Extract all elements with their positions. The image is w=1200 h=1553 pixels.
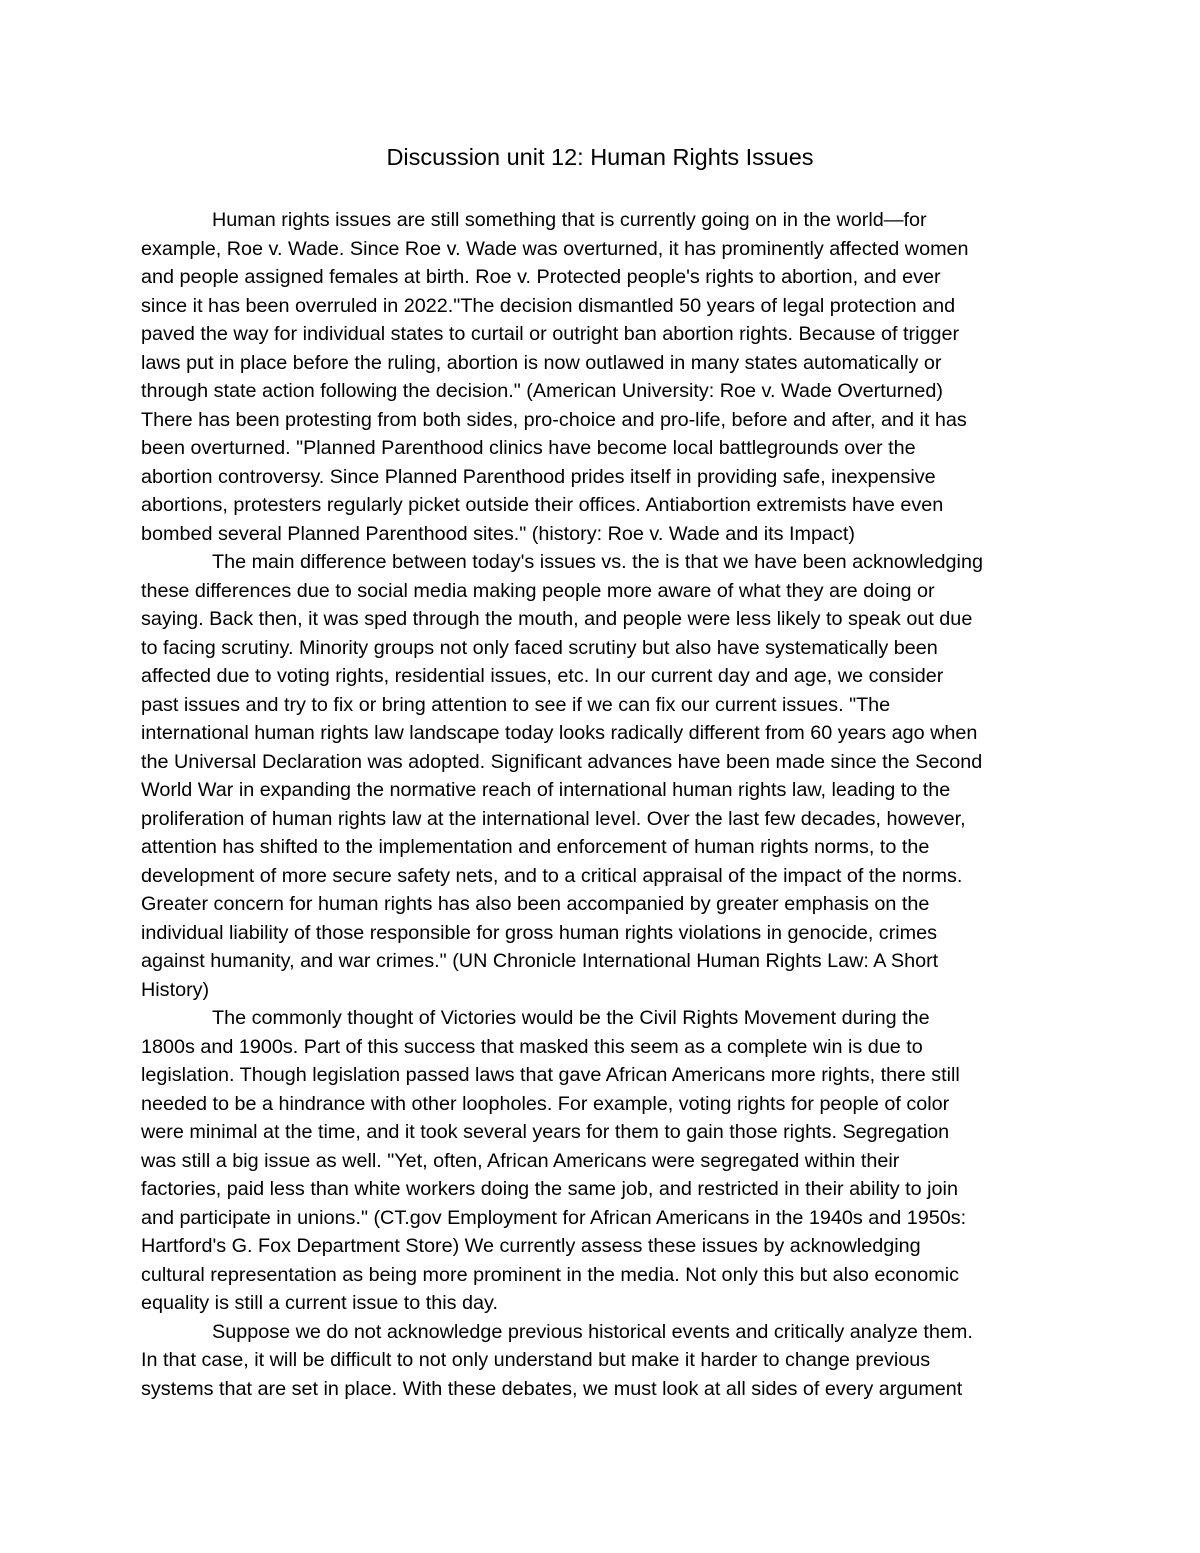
document-body [141, 206, 1061, 1403]
paragraph-2-line: Greater concern for human rights has also been accompanied by greater emphasis on the [141, 893, 930, 915]
paragraph-3-line: needed to be a hindrance with other loopholes. For example, voting rights for people of color [141, 1092, 950, 1115]
paragraph-3-line: equality is still a current issue to this day. [141, 1292, 498, 1314]
paragraph-2-line: the Universal Declaration was adopted. Significant advances have been made since the Second [141, 750, 983, 773]
paragraph-3-line: cultural representation as being more prominent in the media. Not only this but also economic [141, 1263, 960, 1286]
paragraph-1-line: abortions, protesters regularly picket outside their offices. Antiabortion extremists have even [141, 494, 944, 516]
paragraph-2-line: to facing scrutiny. Minority groups not only faced scrutiny but also have systematically been [141, 636, 938, 659]
paragraph-3-line: were minimal at the time, and it took several years for them to gain those rights. Segregation [141, 1121, 950, 1143]
paragraph-4-line: systems that are set in place. With these debates, we must look at all sides of every argument [141, 1377, 963, 1400]
document-title: Discussion unit 12: Human Rights Issues [386, 144, 814, 170]
paragraph-4-line: Suppose we do not acknowledge previous historical events and critically analyze them. [212, 1320, 973, 1343]
paragraph-3-line: legislation. Though legislation passed laws that gave African Americans more rights, there still [141, 1064, 960, 1086]
paragraph-3-line: Hartford's G. Fox Department Store) We currently assess these issues by acknowledging [141, 1235, 921, 1257]
paragraph-2-line: proliferation of human rights law at the international level. Over the last few decades, however, [141, 807, 966, 830]
paragraph-1-line: There has been protesting from both sides, pro-choice and pro-life, before and after, and it has [141, 408, 967, 431]
paragraph-1-line: example, Roe v. Wade. Since Roe v. Wade was overturned, it has prominently affected women [141, 237, 969, 260]
paragraph-4-line: In that case, it will be difficult to not only understand but make it harder to change previous [141, 1349, 931, 1371]
paragraph-2-line: attention has shifted to the implementation and enforcement of human rights norms, to the [141, 836, 930, 858]
paragraph-1-line: abortion controversy. Since Planned Parenthood prides itself in providing safe, inexpensive [141, 465, 936, 488]
paragraph-1-line: paved the way for individual states to curtail or outright ban abortion rights. Because of trigger [141, 323, 960, 345]
paragraph-2-line: History) [141, 978, 210, 1001]
paragraph-1-line: through state action following the decision." (American University: Roe v. Wade Overturned) [141, 380, 943, 402]
paragraph-2-line: against humanity, and war crimes." (UN Chronicle International Human Rights Law: A Short [141, 950, 939, 972]
paragraph-2-line: affected due to voting rights, residential issues, etc. In our current day and age, we consider [141, 665, 944, 687]
paragraph-1-line: bombed several Planned Parenthood sites." (history: Roe v. Wade and its Impact) [141, 522, 856, 545]
paragraph-2-line: international human rights law landscape today looks radically different from 60 years ago when [141, 722, 978, 744]
paragraph-3-line: 1800s and 1900s. Part of this success that masked this seem as a complete win is due to [141, 1035, 923, 1058]
paragraph-1-line: laws put in place before the ruling, abortion is now outlawed in many states automatically or [141, 351, 942, 374]
paragraph-2-line: development of more secure safety nets, and to a critical appraisal of the impact of the norms. [141, 864, 963, 887]
paragraph-2-line: The main difference between today's issues vs. the is that we have been acknowledging [212, 551, 983, 573]
paragraph-1-line: and people assigned females at birth. Roe v. Protected people's rights to abortion, and ever [141, 266, 941, 288]
paragraph-2-line: individual liability of those responsible for gross human rights violations in genocide, crimes [141, 921, 938, 944]
paragraph-3-line: was still a big issue as well. "Yet, often, African Americans were segregated within their [141, 1149, 900, 1172]
paragraph-2-line: these differences due to social media making people more aware of what they are doing or [141, 579, 935, 602]
paragraph-1-line: been overturned. "Planned Parenthood clinics have become local battlegrounds over the [141, 437, 916, 459]
paragraph-2-line: saying. Back then, it was sped through the mouth, and people were less likely to speak out due [141, 608, 973, 630]
paragraph-1-line: since it has been overruled in 2022."The decision dismantled 50 years of legal protection and [141, 294, 956, 317]
paragraph-3-line: and participate in unions." (CT.gov Employment for African Americans in the 1940s and 1950s: [141, 1206, 967, 1229]
paragraph-2-line: past issues and try to fix or bring attention to see if we can fix our current issues. "The [141, 693, 891, 716]
paragraph-2-line: World War in expanding the normative reach of international human rights law, leading to the [141, 779, 951, 801]
paragraph-3-line: factories, paid less than white workers doing the same job, and restricted in their ability to join [141, 1178, 958, 1200]
paragraph-1-line: Human rights issues are still something that is currently going on in the world—for [212, 209, 927, 231]
paragraph-3-line: The commonly thought of Victories would be the Civil Rights Movement during the [212, 1007, 930, 1029]
